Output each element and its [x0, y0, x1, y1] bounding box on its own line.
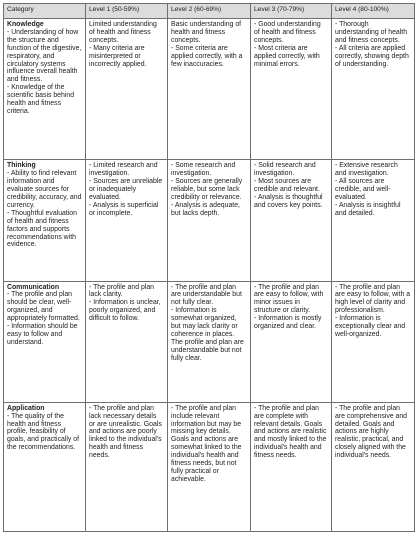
category-description: - The profile and plan should be clear, well-organized, and appropriately formatted. - Information should be easy to follow and understand.	[7, 291, 80, 346]
level-4-cell	[332, 19, 415, 160]
category-cell	[4, 402, 86, 531]
level-1-cell	[86, 160, 168, 281]
category-title: Thinking	[7, 162, 36, 170]
cell-text: - Good understanding of health and fitness concepts. - Most criteria are applied correctly, with minimal errors.	[254, 21, 321, 68]
level-2-cell	[168, 402, 251, 531]
category-cell	[4, 160, 86, 281]
category-cell	[4, 19, 86, 160]
cell-text: - The profile and plan lack clarity. - Information is unclear, poorly organized, and difficult to follow.	[89, 283, 161, 323]
cell-text: - The profile and plan are understandable but not fully clear. - Information is somewhat organized, but may lack clarity or coherence in places. The profile and plan are understandable but not fully clear.	[171, 283, 244, 362]
table-row-application	[4, 402, 415, 531]
category-description: - Understanding of how the structure and function of the digestive, respiratory, and circulatory systems influence overall health and fitness. - Knowledge of the scientific basis behind health and fitness criteria.	[7, 28, 82, 115]
level-3-cell	[251, 19, 332, 160]
table-row-communication	[4, 281, 415, 402]
level-4-cell	[332, 281, 415, 402]
header-level-2: Level 2 (60-69%)	[168, 4, 251, 19]
table-row-thinking	[4, 160, 415, 281]
cell-text: - The profile and plan include relevant information but may be missing key details. Goals and actions are somewhat linked to the individual's health and fitness needs, but not fully practical or achievable.	[171, 404, 242, 483]
cell-text: Limited understanding of health and fitness concepts. - Many criteria are misinterpreted or incorrectly applied.	[89, 21, 157, 68]
level-1-cell	[86, 402, 168, 531]
header-level-1: Level 1 (50-59%)	[86, 4, 168, 19]
cell-text: - Some research and investigation. - Sources are generally reliable, but some lack credibility or relevance. - Analysis is adequate, but lacks depth.	[171, 162, 243, 217]
header-level-3: Level 3 (70-79%)	[251, 4, 332, 19]
cell-text: - The profile and plan are easy to follow, with a high level of clarity and professionalism. - Information is exceptionally clear and well-organized.	[335, 283, 411, 338]
cell-text: - Thorough understanding of health and fitness concepts. - All criteria are applied correctly, showing depth of understanding.	[335, 21, 409, 68]
category-cell	[4, 281, 86, 402]
category-description: - Ability to find relevant information and evaluate sources for credibility, accuracy, and currency. - Thoughtful evaluation of health and fitness factors and supports recommendations with evidence.	[7, 170, 82, 249]
level-2-cell	[168, 160, 251, 281]
cell-text: - The profile and plan lack necessary details or are unrealistic. Goals and actions are poorly linked to the individual's health and fitness needs.	[89, 404, 162, 460]
category-description: - The quality of the health and fitness profile, feasibility of goals, and practically of the recommendations.	[7, 412, 80, 452]
rubric-table	[3, 3, 415, 532]
level-1-cell	[86, 281, 168, 402]
level-3-cell	[251, 402, 332, 531]
category-title: Communication	[7, 283, 60, 291]
header-level-4: Level 4 (80-100%)	[332, 4, 415, 19]
level-1-cell	[86, 19, 168, 160]
header-category: Category	[4, 4, 86, 19]
level-3-cell	[251, 281, 332, 402]
cell-text: - Extensive research and investigation. - All sources are credible, and well-evaluated. - Analysis is insightful and detailed.	[335, 162, 401, 217]
level-2-cell	[168, 19, 251, 160]
cell-text: - The profile and plan are easy to follow, with minor issues in structure or clarity. - Information is mostly organized and clear.	[254, 283, 324, 331]
category-title: Application	[7, 404, 45, 412]
category-title: Knowledge	[7, 21, 44, 28]
level-4-cell	[332, 402, 415, 531]
level-4-cell	[332, 160, 415, 281]
level-2-cell	[168, 281, 251, 402]
header-row	[4, 4, 415, 19]
cell-text: - Limited research and investigation. - Sources are unreliable or inadequately evaluated. - Analysis is superficial or incomplete.	[89, 162, 163, 217]
cell-text: - The profile and plan are complete with relevant details. Goals and actions are realistic and mostly linked to the individual's health and fitness needs.	[254, 404, 327, 460]
cell-text: Basic understanding of health and fitness concepts. - Some criteria are applied correctly, with a few inaccuracies.	[171, 21, 243, 68]
level-3-cell	[251, 160, 332, 281]
table-row-knowledge	[4, 19, 415, 160]
cell-text: - Solid research and investigation. - Most sources are credible and relevant. - Analysis is thoughtful and covers key points.	[254, 162, 323, 209]
cell-text: - The profile and plan are comprehensive and detailed. Goals and actions are highly realistic, practical, and closely aligned with the individual's needs.	[335, 404, 408, 460]
